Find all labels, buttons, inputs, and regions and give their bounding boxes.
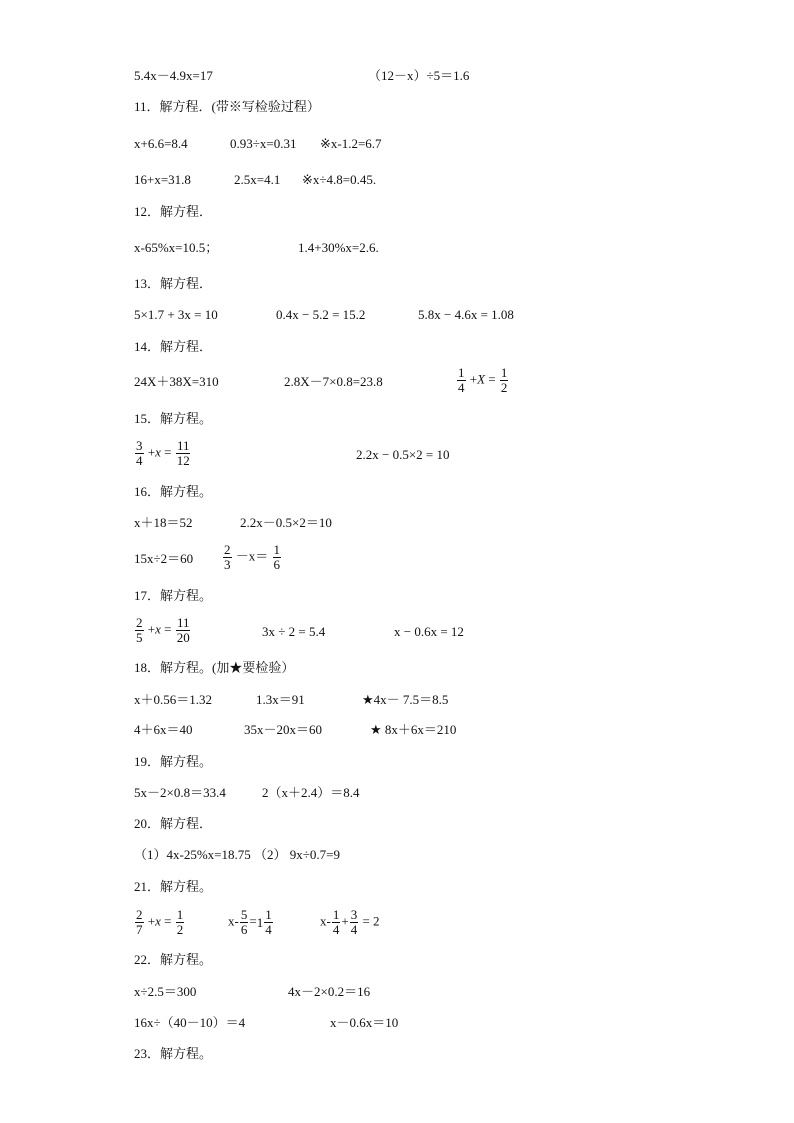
heading-13: 13．解方程． (134, 276, 213, 291)
fraction-numerator: 5 (240, 907, 248, 922)
heading-15: 15．解方程。 (134, 411, 213, 426)
heading-22: 22．解方程。 (134, 952, 213, 967)
equation-22-4: x－0.6x＝10 (330, 1015, 399, 1030)
fraction-numerator: 1 (265, 907, 272, 922)
fraction-numerator: 1 (500, 365, 508, 380)
equation-15-1 (134, 439, 192, 468)
equation-12-minus-x: （12－x）÷5＝1.6 (368, 68, 470, 83)
heading-23: 23．解方程。 (134, 1046, 213, 1061)
operator: + (341, 913, 349, 929)
equation-18-2: 1.3x＝91 (256, 692, 305, 707)
equation-22-1: x÷2.5＝300 (134, 984, 197, 999)
lead: x- (228, 913, 239, 929)
fraction-denominator: 2 (500, 380, 508, 395)
equation-16-4 (222, 543, 282, 572)
equals: = (164, 444, 172, 460)
heading-16: 16．解方程。 (134, 484, 213, 499)
variable: x (155, 444, 161, 460)
fraction-denominator: 4 (350, 922, 358, 937)
fraction-denominator: 4 (458, 380, 465, 395)
fraction-numerator: 3 (136, 438, 143, 453)
equation-14-2: 2.8X－7×0.8=23.8 (284, 374, 383, 389)
fraction-denominator: 4 (136, 453, 143, 468)
equation-12-1: x-65%x=10.5； (134, 240, 219, 255)
equals: = (362, 913, 370, 929)
equals: = (249, 913, 257, 929)
equation-11-4: 16+x=31.8 (134, 172, 191, 187)
equation-16-3: 15x÷2＝60 (134, 551, 194, 566)
fraction-numerator: 1 (273, 542, 281, 557)
variable: x (248, 548, 256, 564)
operator: － (235, 548, 249, 564)
variable: X (477, 371, 486, 387)
heading-20: 20．解方程． (134, 816, 213, 831)
fraction-denominator: 20 (176, 630, 190, 645)
equation-12-2: 1.4+30%x=2.6. (298, 240, 379, 255)
equals: ＝ (255, 548, 269, 564)
equation-17-2: 3x ÷ 2 = 5.4 (262, 624, 326, 639)
mixed-whole: 1 (256, 914, 264, 930)
fraction-denominator: 5 (136, 630, 143, 645)
equation-21-3 (320, 908, 380, 937)
fraction-denominator: 12 (176, 453, 190, 468)
fraction-numerator: 11 (176, 438, 190, 453)
operator: + (469, 371, 478, 387)
equation-18-6: ★ 8x＋6x＝210 (370, 722, 457, 737)
equation-18-4: 4＋6x＝40 (134, 722, 193, 737)
equation-11-5: 2.5x=4.1 (234, 172, 281, 187)
fraction-numerator: 11 (176, 615, 190, 630)
heading-12: 12．解方程． (134, 204, 213, 219)
variable: x (155, 621, 161, 637)
heading-14: 14．解方程． (134, 339, 213, 354)
equals: = (164, 913, 172, 929)
equation-16-2: 2.2x－0.5×2＝10 (240, 515, 332, 530)
heading-19: 19．解方程。 (134, 754, 213, 769)
equation-22-2: 4x－2×0.2＝16 (288, 984, 371, 999)
equation-17-1 (134, 616, 192, 645)
equation-18-5: 35x－20x＝60 (244, 722, 323, 737)
equation-17-3: x − 0.6x = 12 (394, 624, 464, 639)
equation-20: （1）4x-25%x=18.75 （2） 9x÷0.7=9 (134, 847, 340, 862)
fraction-numerator: 2 (224, 542, 231, 557)
heading-18: 18．解方程。(加★要检验） (134, 660, 295, 675)
equation-18-3: ★4x－ 7.5＝8.5 (362, 692, 449, 707)
equation-19-1: 5x－2×0.8＝33.4 (134, 785, 226, 800)
operator: + (147, 913, 156, 929)
equation-14-1: 24X＋38X=310 (134, 374, 219, 389)
operator: + (147, 621, 156, 637)
equation-13-1: 5×1.7 + 3x = 10 (134, 307, 218, 322)
equals: = (164, 621, 172, 637)
equation-11-3: ※x-1.2=6.7 (320, 136, 382, 151)
equation-11-1: x+6.6=8.4 (134, 136, 188, 151)
equation-19-2: 2（x＋2.4）＝8.4 (262, 785, 360, 800)
heading-17: 17．解方程。 (134, 588, 213, 603)
fraction-numerator: 1 (332, 907, 340, 922)
lead: x- (320, 913, 331, 929)
equation-13-2: 0.4x − 5.2 = 15.2 (276, 307, 366, 322)
equals: = (488, 371, 496, 387)
heading-21: 21．解方程。 (134, 879, 213, 894)
fraction-numerator: 3 (350, 907, 358, 922)
equation-21-1 (134, 908, 185, 937)
fraction-denominator: 3 (224, 557, 231, 572)
operator: + (147, 444, 156, 460)
equation-18-1: x＋0.56＝1.32 (134, 692, 213, 707)
variable: x (155, 913, 161, 929)
fraction-numerator: 1 (176, 907, 184, 922)
equation-16-1: x＋18＝52 (134, 515, 193, 530)
equation-5-4x: 5.4x－4.9x=17 (134, 68, 213, 83)
fraction-denominator: 7 (136, 922, 143, 937)
fraction-denominator: 4 (332, 922, 340, 937)
equation-13-3: 5.8x − 4.6x = 1.08 (418, 307, 514, 322)
equation-11-2: 0.93÷x=0.31 (230, 136, 297, 151)
equation-22-3: 16x÷（40－10）＝4 (134, 1015, 246, 1030)
fraction-denominator: 6 (240, 922, 248, 937)
fraction-numerator: 2 (136, 615, 143, 630)
equation-15-2: 2.2x − 0.5×2 = 10 (356, 447, 450, 462)
fraction-denominator: 4 (265, 922, 272, 937)
fraction-numerator: 2 (136, 907, 143, 922)
rhs: 2 (373, 913, 380, 929)
fraction-denominator: 6 (273, 557, 281, 572)
heading-11: 11．解方程．(带※写检验过程） (134, 99, 320, 114)
equation-11-6: ※x÷4.8=0.45. (302, 172, 377, 187)
fraction-numerator: 1 (458, 365, 465, 380)
equation-14-3 (456, 366, 509, 395)
equation-21-2 (228, 908, 274, 937)
fraction-denominator: 2 (176, 922, 184, 937)
